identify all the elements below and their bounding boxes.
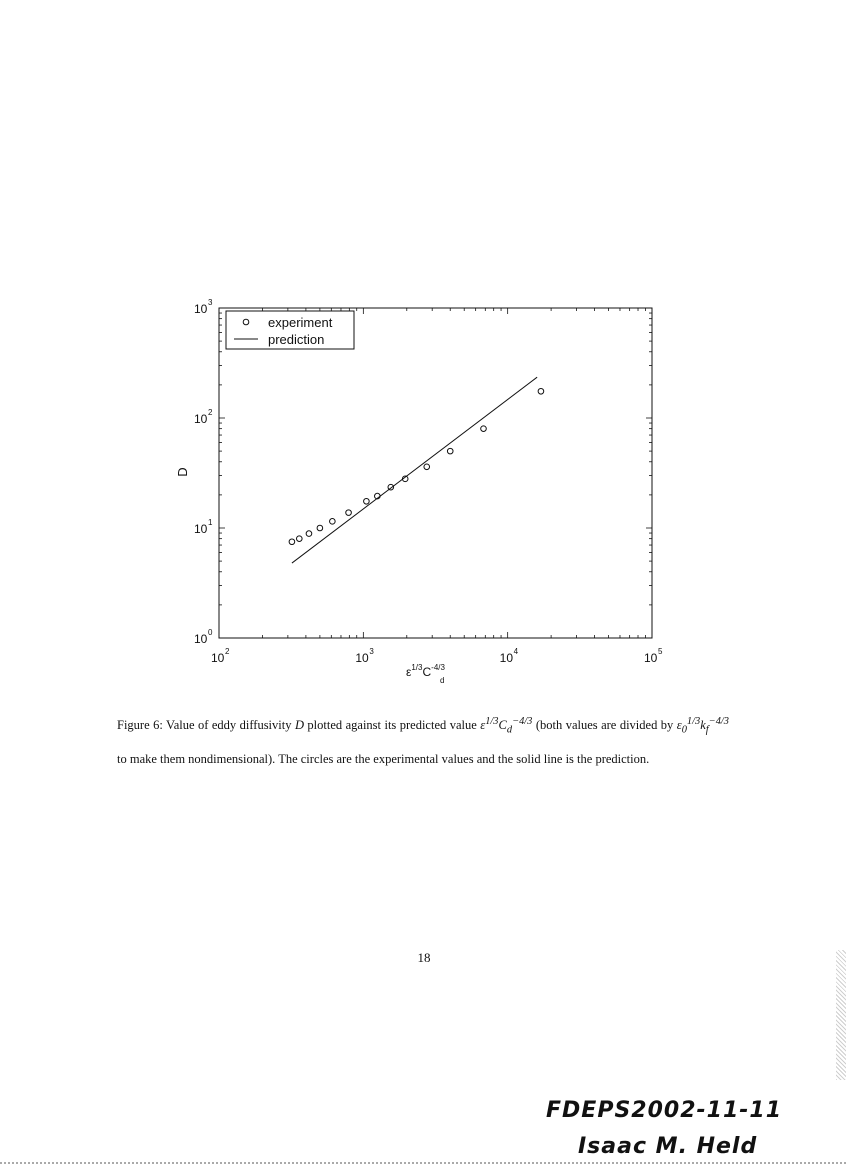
y-tick-label: 10 — [194, 632, 208, 646]
experiment-point — [296, 536, 302, 542]
experiment-point — [447, 448, 453, 454]
xlabel-epsilon: ε — [406, 665, 412, 679]
x-tick-label: 10 — [211, 651, 225, 665]
x-tick-label: 10 — [499, 651, 514, 665]
y-tick-label: 10 — [194, 522, 208, 536]
handwritten-annotation-line1: FDEPS2002-11-11 — [546, 1098, 783, 1123]
experiment-point — [481, 426, 487, 432]
legend-label-experiment: experiment — [268, 315, 333, 330]
prediction-line — [292, 377, 537, 563]
scan-bottom-rule — [0, 1162, 848, 1164]
legend-label-prediction: prediction — [268, 332, 325, 347]
x-tick-label-exp: 3 — [369, 647, 374, 656]
x-tick-label-exp: 2 — [225, 647, 230, 656]
scan-edge-mark — [836, 950, 846, 1080]
experiment-point — [317, 525, 323, 531]
data-layer — [289, 377, 544, 563]
experiment-point — [306, 531, 312, 537]
x-tick-label: 10 — [644, 651, 658, 665]
experiment-point — [289, 539, 295, 545]
x-tick-label-exp: 5 — [658, 647, 663, 656]
experiment-point — [330, 519, 336, 525]
y-axis-label: D — [175, 467, 190, 477]
handwritten-annotation-line2: Isaac M. Held — [578, 1134, 758, 1159]
y-tick-label: 10 — [194, 302, 208, 316]
experiment-point — [424, 464, 430, 470]
xlabel-sub: d — [440, 676, 445, 685]
figure-caption: Figure 6: Value of eddy diffusivity D plotted against its predicted value $\varepsilon^{1/3}C_d^{-4/3}$ (both values are divided by $\varepsilon_0^{1/3}k_f^{-4/3}$ to make them nondimensional). The circles are the experimental values and the solid line is the prediction. — [117, 716, 729, 766]
xlabel-C: C — [422, 665, 432, 679]
xlabel-sup1: 1/3 — [411, 663, 423, 672]
y-tick-label-exp: 1 — [208, 518, 213, 527]
y-tick-label-exp: 2 — [208, 408, 213, 417]
x-axis-label — [406, 663, 445, 685]
x-tick-label: 10 — [355, 651, 369, 665]
minor-ticks — [219, 308, 652, 638]
plot-frame — [219, 308, 652, 638]
legend — [226, 311, 354, 349]
experiment-point — [538, 388, 544, 394]
experiment-point — [364, 498, 370, 504]
experiment-point — [346, 510, 352, 516]
plot-area — [219, 308, 652, 638]
page-number: 18 — [417, 950, 431, 965]
y-tick-label-exp: 3 — [208, 298, 213, 307]
x-tick-label-exp: 4 — [513, 647, 519, 656]
tick-labels — [194, 298, 663, 665]
y-tick-label-exp: 0 — [208, 628, 213, 637]
xlabel-sup2: -4/3 — [431, 663, 445, 672]
y-tick-label: 10 — [194, 412, 208, 426]
